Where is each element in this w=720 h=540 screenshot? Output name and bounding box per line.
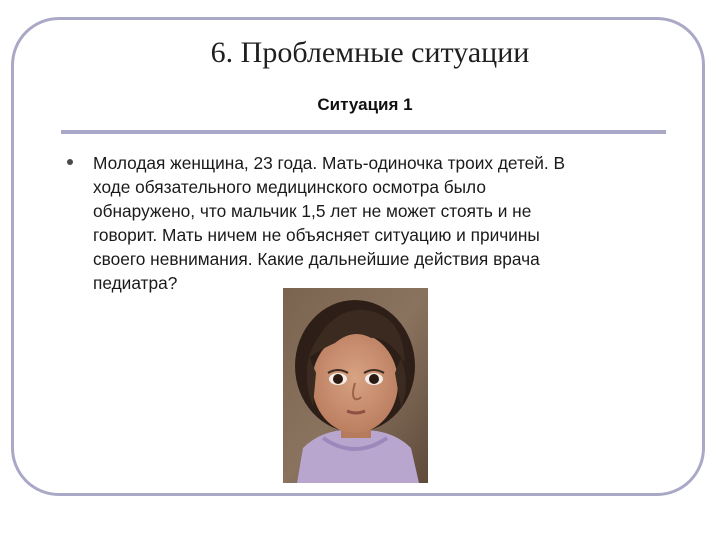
- text-line: говорит. Мать ничем не объясняет ситуацию и причины: [93, 225, 540, 245]
- bullet-icon: [67, 159, 73, 165]
- situation-subtitle: Ситуация 1: [317, 95, 413, 114]
- text-line: обнаружено, что мальчик 1,5 лет не может стоять и не: [93, 201, 532, 221]
- text-line: ходе обязательного медицинского осмотра было: [93, 177, 486, 197]
- text-line: своего невнимания. Какие дальнейшие действия врача: [93, 249, 540, 269]
- child-photo: [283, 288, 428, 483]
- slide-title: 6. Проблемные ситуации: [210, 36, 530, 69]
- text-line: педиатра?: [93, 273, 178, 293]
- divider-line: [61, 130, 666, 134]
- text-line: Молодая женщина, 23 года. Мать-одиночка троих детей. В: [93, 153, 566, 173]
- situation-text: [93, 151, 653, 295]
